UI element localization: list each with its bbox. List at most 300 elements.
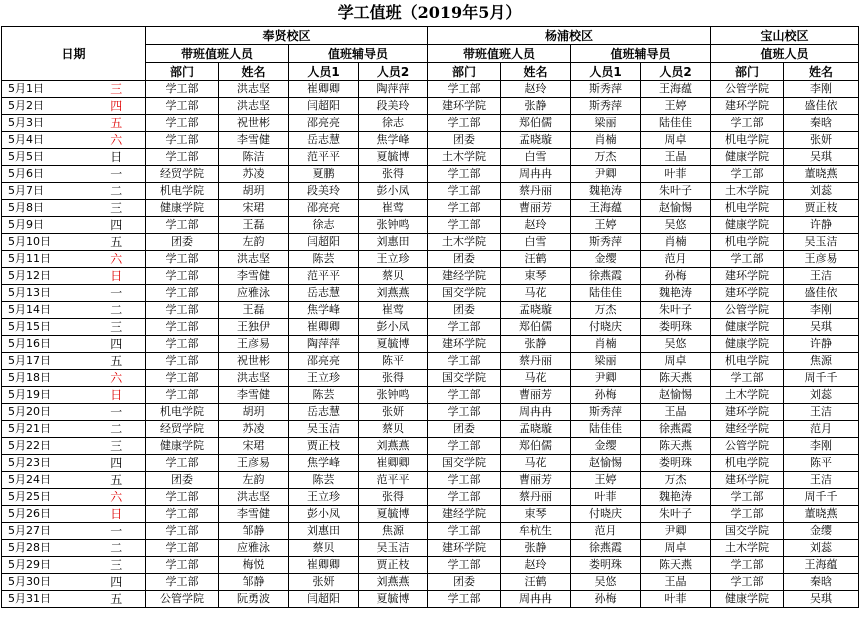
fx-person1-cell: 吴玉洁 <box>289 421 359 438</box>
fx-person1-cell: 王立珍 <box>289 489 359 506</box>
table-row <box>2 81 859 98</box>
weekday-cell: 四 <box>88 98 146 115</box>
yp-dept-cell: 学工部 <box>428 200 501 217</box>
fx-dept-cell: 学工部 <box>146 115 219 132</box>
yp-person2-cell: 魏艳涛 <box>641 489 711 506</box>
bs-name-cell: 周千千 <box>784 489 859 506</box>
weekday-cell: 三 <box>88 438 146 455</box>
weekday-cell: 六 <box>88 370 146 387</box>
fx-person2-cell: 蔡贝 <box>359 268 428 285</box>
weekday-cell: 四 <box>88 336 146 353</box>
fx-person2-cell: 崔莺 <box>359 200 428 217</box>
fx-dept-cell: 学工部 <box>146 319 219 336</box>
bs-name-cell: 周千千 <box>784 370 859 387</box>
fx-dept-cell: 健康学院 <box>146 200 219 217</box>
yp-person2-cell: 周卓 <box>641 540 711 557</box>
table-row <box>2 540 859 557</box>
fx-dept-cell: 健康学院 <box>146 438 219 455</box>
bs-dept-cell: 学工部 <box>711 251 784 268</box>
fx-dept-cell: 机电学院 <box>146 183 219 200</box>
bs-dept-cell: 机电学院 <box>711 234 784 251</box>
yp-person2-cell: 陆佳佳 <box>641 115 711 132</box>
date-cell: 5月27日 <box>2 523 88 540</box>
fx-person2-cell: 夏毓博 <box>359 506 428 523</box>
table-row <box>2 591 859 608</box>
yp-person1-cell: 叶菲 <box>571 489 641 506</box>
fx-name-cell: 洪志坚 <box>219 489 289 506</box>
yp-name-cell: 蔡丹丽 <box>501 489 571 506</box>
table-row <box>2 132 859 149</box>
yp-dept-cell: 团委 <box>428 302 501 319</box>
yp-name-cell: 束琴 <box>501 268 571 285</box>
fx-person2-cell: 刘惠田 <box>359 234 428 251</box>
fx-person1-cell: 岳志慧 <box>289 132 359 149</box>
yp-dept-cell: 团委 <box>428 251 501 268</box>
fx-name-cell: 邹静 <box>219 574 289 591</box>
bs-name-cell: 盛佳依 <box>784 98 859 115</box>
table-row <box>2 183 859 200</box>
yp-dept-cell: 建环学院 <box>428 336 501 353</box>
weekday-cell: 日 <box>88 387 146 404</box>
fx-person1-cell: 邵亮亮 <box>289 353 359 370</box>
yp-person2-cell: 娄明珠 <box>641 319 711 336</box>
fx-name-cell: 李雪健 <box>219 132 289 149</box>
yp-name-cell: 蔡丹丽 <box>501 183 571 200</box>
bs-dept-cell: 健康学院 <box>711 149 784 166</box>
yp-person2-cell: 魏艳涛 <box>641 285 711 302</box>
yp-person2-cell: 王晶 <box>641 149 711 166</box>
yp-person2-cell: 尹卿 <box>641 523 711 540</box>
yp-dept-cell: 土木学院 <box>428 149 501 166</box>
date-cell: 5月15日 <box>2 319 88 336</box>
fx-person1-cell: 崔卿卿 <box>289 557 359 574</box>
campus-yangpu-header: 杨浦校区 <box>428 27 711 45</box>
yp-person2-cell: 陈天燕 <box>641 557 711 574</box>
bs-dept-cell: 国交学院 <box>711 523 784 540</box>
yp-person1-cell: 王婷 <box>571 217 641 234</box>
fx-person2-cell: 彭小凤 <box>359 319 428 336</box>
fx-name-cell: 洪志坚 <box>219 370 289 387</box>
yp-person1-cell: 徐燕霞 <box>571 268 641 285</box>
yp-dept-cell: 学工部 <box>428 81 501 98</box>
fx-dept-cell: 学工部 <box>146 132 219 149</box>
table-row <box>2 149 859 166</box>
fx-person1-cell: 崔卿卿 <box>289 319 359 336</box>
table-row <box>2 489 859 506</box>
yp-person2-cell: 王晶 <box>641 404 711 421</box>
fx-person1-cell: 焦学峰 <box>289 455 359 472</box>
date-cell: 5月14日 <box>2 302 88 319</box>
yp-person2-cell: 娄明珠 <box>641 455 711 472</box>
fx-person1-cell: 陈芸 <box>289 472 359 489</box>
table-row <box>2 506 859 523</box>
fx-name-cell: 左韵 <box>219 472 289 489</box>
fx-name-cell: 苏凌 <box>219 421 289 438</box>
fx-name-cell: 王彦易 <box>219 336 289 353</box>
yp-person2-cell: 周卓 <box>641 132 711 149</box>
yp-person2-cell: 陈天燕 <box>641 438 711 455</box>
fx-dept-cell: 学工部 <box>146 285 219 302</box>
date-cell: 5月5日 <box>2 149 88 166</box>
bs-name-cell: 李刚 <box>784 438 859 455</box>
weekday-cell: 一 <box>88 166 146 183</box>
yp-person1-cell: 吴悠 <box>571 574 641 591</box>
weekday-cell: 二 <box>88 421 146 438</box>
yp-person1-cell: 孙梅 <box>571 591 641 608</box>
weekday-cell: 二 <box>88 302 146 319</box>
fx-person2-cell: 徐志 <box>359 115 428 132</box>
yp-name-cell: 张静 <box>501 336 571 353</box>
date-cell: 5月17日 <box>2 353 88 370</box>
bs-name-cell: 李刚 <box>784 302 859 319</box>
fx-name-cell: 胡玥 <box>219 404 289 421</box>
yp-dept-cell: 学工部 <box>428 353 501 370</box>
bs-name-cell: 刘蕊 <box>784 387 859 404</box>
date-cell: 5月29日 <box>2 557 88 574</box>
fx-person2-cell: 夏毓博 <box>359 336 428 353</box>
fx-dept-cell: 学工部 <box>146 540 219 557</box>
fx-dept-cell: 学工部 <box>146 574 219 591</box>
yp-person1-cell: 斯秀萍 <box>571 81 641 98</box>
fx-person2-cell: 陶萍萍 <box>359 81 428 98</box>
yp-name-cell: 蔡丹丽 <box>501 353 571 370</box>
fx-name-cell: 阮勇波 <box>219 591 289 608</box>
fx-person2-cell: 崔莺 <box>359 302 428 319</box>
fx-person2-cell: 焦学峰 <box>359 132 428 149</box>
fx-person1-cell: 焦学峰 <box>289 302 359 319</box>
fx-person1-cell: 崔卿卿 <box>289 81 359 98</box>
fx-person2-cell: 张得 <box>359 370 428 387</box>
fx-person2-cell: 王立珍 <box>359 251 428 268</box>
bs-name-cell: 范月 <box>784 421 859 438</box>
fx-name-cell: 李雪健 <box>219 506 289 523</box>
yp-name-cell: 曹丽芳 <box>501 387 571 404</box>
yp-dept-cell: 学工部 <box>428 115 501 132</box>
table-row <box>2 455 859 472</box>
yp-person1-cell: 赵愉惕 <box>571 455 641 472</box>
bs-dept-cell: 机电学院 <box>711 200 784 217</box>
table-row <box>2 336 859 353</box>
table-header <box>2 27 859 81</box>
yp-dept-cell: 学工部 <box>428 387 501 404</box>
bs-dept-cell: 建环学院 <box>711 285 784 302</box>
table-body <box>2 81 859 608</box>
date-cell: 5月9日 <box>2 217 88 234</box>
date-cell: 5月7日 <box>2 183 88 200</box>
table-row <box>2 285 859 302</box>
yp-person2-header: 人员2 <box>641 63 711 81</box>
yp-dept-cell: 建经学院 <box>428 268 501 285</box>
bs-dept-cell: 建环学院 <box>711 98 784 115</box>
fx-dept-cell: 学工部 <box>146 387 219 404</box>
yp-name-cell: 赵玲 <box>501 557 571 574</box>
weekday-cell: 一 <box>88 404 146 421</box>
yp-dept-cell: 学工部 <box>428 472 501 489</box>
yp-person1-cell: 付晓庆 <box>571 506 641 523</box>
yp-person1-cell: 王海蕴 <box>571 200 641 217</box>
fx-person2-cell: 张得 <box>359 489 428 506</box>
yp-name-cell: 郑伯儒 <box>501 115 571 132</box>
yp-name-cell: 赵玲 <box>501 81 571 98</box>
table-row <box>2 217 859 234</box>
fx-dept-cell: 机电学院 <box>146 404 219 421</box>
date-cell: 5月31日 <box>2 591 88 608</box>
date-cell: 5月8日 <box>2 200 88 217</box>
bs-dept-cell: 土木学院 <box>711 183 784 200</box>
fx-person2-cell: 范平平 <box>359 472 428 489</box>
table-row <box>2 268 859 285</box>
bs-name-header: 姓名 <box>784 63 859 81</box>
yp-person2-cell: 王海蕴 <box>641 81 711 98</box>
bs-dept-cell: 土木学院 <box>711 540 784 557</box>
yp-dept-cell: 学工部 <box>428 404 501 421</box>
fx-person2-cell: 刘燕燕 <box>359 438 428 455</box>
table-row <box>2 370 859 387</box>
yp-person2-cell: 范月 <box>641 251 711 268</box>
fx-name-cell: 李雪健 <box>219 387 289 404</box>
fx-name-cell: 宋珺 <box>219 438 289 455</box>
bs-name-cell: 吴琪 <box>784 319 859 336</box>
yp-name-cell: 赵玲 <box>501 217 571 234</box>
fx-name-cell: 苏凌 <box>219 166 289 183</box>
fx-person1-cell: 张妍 <box>289 574 359 591</box>
fx-person1-cell: 段美玲 <box>289 183 359 200</box>
yp-name-cell: 郑伯儒 <box>501 319 571 336</box>
yp-person2-cell: 万杰 <box>641 472 711 489</box>
fx-person2-cell: 彭小凤 <box>359 183 428 200</box>
table-row <box>2 438 859 455</box>
fx-dept-cell: 学工部 <box>146 489 219 506</box>
bs-dept-cell: 建经学院 <box>711 421 784 438</box>
fx-person1-header: 人员1 <box>289 63 359 81</box>
bs-dept-cell: 健康学院 <box>711 319 784 336</box>
weekday-cell: 二 <box>88 540 146 557</box>
yp-person2-cell: 王婷 <box>641 98 711 115</box>
fx-name-cell: 王彦易 <box>219 455 289 472</box>
fx-person1-cell: 彭小凤 <box>289 506 359 523</box>
bs-dept-cell: 机电学院 <box>711 455 784 472</box>
fx-name-cell: 王磊 <box>219 302 289 319</box>
fx-name-cell: 左韵 <box>219 234 289 251</box>
yp-person2-cell: 赵愉惕 <box>641 200 711 217</box>
bs-dept-cell: 学工部 <box>711 166 784 183</box>
fx-dept-cell: 学工部 <box>146 455 219 472</box>
bs-name-cell: 王洁 <box>784 268 859 285</box>
fx-name-cell: 洪志坚 <box>219 251 289 268</box>
bs-name-cell: 秦晗 <box>784 574 859 591</box>
yp-lead-staff-header: 带班值班人员 <box>428 45 571 63</box>
bs-dept-cell: 建环学院 <box>711 268 784 285</box>
weekday-cell: 六 <box>88 489 146 506</box>
bs-dept-cell: 建环学院 <box>711 404 784 421</box>
yp-name-header: 姓名 <box>501 63 571 81</box>
date-cell: 5月28日 <box>2 540 88 557</box>
date-cell: 5月1日 <box>2 81 88 98</box>
yp-dept-cell: 学工部 <box>428 183 501 200</box>
fx-dept-cell: 公管学院 <box>146 591 219 608</box>
bs-name-cell: 陈平 <box>784 455 859 472</box>
date-cell: 5月12日 <box>2 268 88 285</box>
yp-person1-cell: 万杰 <box>571 149 641 166</box>
fx-name-cell: 祝世彬 <box>219 353 289 370</box>
fx-counselors-header: 值班辅导员 <box>289 45 428 63</box>
yp-dept-cell: 团委 <box>428 132 501 149</box>
table-row <box>2 353 859 370</box>
bs-name-cell: 董晓燕 <box>784 506 859 523</box>
fx-person2-cell: 陈平 <box>359 353 428 370</box>
weekday-cell: 五 <box>88 591 146 608</box>
bs-name-cell: 许静 <box>784 217 859 234</box>
bs-dept-cell: 学工部 <box>711 115 784 132</box>
bs-name-cell: 李刚 <box>784 81 859 98</box>
yp-person2-cell: 吴悠 <box>641 217 711 234</box>
weekday-cell: 三 <box>88 81 146 98</box>
yp-person1-cell: 肖楠 <box>571 336 641 353</box>
table-row <box>2 387 859 404</box>
fx-name-cell: 洪志坚 <box>219 98 289 115</box>
fx-person1-cell: 闫超阳 <box>289 98 359 115</box>
fx-person2-cell: 夏毓博 <box>359 149 428 166</box>
fx-dept-cell: 学工部 <box>146 149 219 166</box>
fx-name-cell: 祝世彬 <box>219 115 289 132</box>
yp-dept-cell: 学工部 <box>428 438 501 455</box>
yp-dept-cell: 学工部 <box>428 489 501 506</box>
bs-name-cell: 贾正枝 <box>784 200 859 217</box>
yp-person1-cell: 尹卿 <box>571 166 641 183</box>
fx-person1-cell: 贾正枝 <box>289 438 359 455</box>
yp-dept-cell: 建环学院 <box>428 540 501 557</box>
fx-name-cell: 应雅泳 <box>219 285 289 302</box>
date-cell: 5月3日 <box>2 115 88 132</box>
date-cell: 5月16日 <box>2 336 88 353</box>
yp-person2-cell: 叶菲 <box>641 166 711 183</box>
bs-dept-cell: 公管学院 <box>711 81 784 98</box>
weekday-cell: 四 <box>88 217 146 234</box>
bs-name-cell: 董晓燕 <box>784 166 859 183</box>
yp-dept-cell: 国交学院 <box>428 370 501 387</box>
yp-dept-cell: 学工部 <box>428 557 501 574</box>
table-row <box>2 557 859 574</box>
yp-person2-cell: 朱叶子 <box>641 506 711 523</box>
table-row <box>2 115 859 132</box>
fx-dept-cell: 学工部 <box>146 523 219 540</box>
yp-person2-cell: 肖楠 <box>641 234 711 251</box>
bs-name-cell: 许静 <box>784 336 859 353</box>
fx-dept-cell: 学工部 <box>146 268 219 285</box>
weekday-cell: 一 <box>88 523 146 540</box>
fx-name-cell: 王独伊 <box>219 319 289 336</box>
yp-name-cell: 孟晓璇 <box>501 132 571 149</box>
fx-person1-cell: 陈芸 <box>289 387 359 404</box>
yp-name-cell: 牟杭生 <box>501 523 571 540</box>
date-cell: 5月2日 <box>2 98 88 115</box>
bs-name-cell: 王海蕴 <box>784 557 859 574</box>
fx-person1-cell: 蔡贝 <box>289 540 359 557</box>
yp-person2-cell: 叶菲 <box>641 591 711 608</box>
fx-person2-cell: 吴玉洁 <box>359 540 428 557</box>
yp-dept-cell: 学工部 <box>428 217 501 234</box>
bs-dept-cell: 健康学院 <box>711 336 784 353</box>
yp-person1-cell: 孙梅 <box>571 387 641 404</box>
yp-name-cell: 郑伯儒 <box>501 438 571 455</box>
yp-person1-cell: 陆佳佳 <box>571 421 641 438</box>
yp-dept-cell: 国交学院 <box>428 455 501 472</box>
yp-name-cell: 白雪 <box>501 149 571 166</box>
yp-name-cell: 周冉冉 <box>501 166 571 183</box>
fx-name-cell: 洪志坚 <box>219 81 289 98</box>
yp-name-cell: 汪鹤 <box>501 574 571 591</box>
fx-dept-cell: 学工部 <box>146 506 219 523</box>
date-header: 日期 <box>2 27 146 81</box>
table-row <box>2 574 859 591</box>
yp-dept-cell: 学工部 <box>428 166 501 183</box>
yp-person1-cell: 徐燕霞 <box>571 540 641 557</box>
yp-person1-cell: 付晓庆 <box>571 319 641 336</box>
fx-dept-cell: 学工部 <box>146 81 219 98</box>
date-cell: 5月11日 <box>2 251 88 268</box>
yp-name-cell: 张静 <box>501 98 571 115</box>
yp-person2-cell: 徐燕霞 <box>641 421 711 438</box>
fx-person2-cell: 段美玲 <box>359 98 428 115</box>
weekday-cell: 三 <box>88 200 146 217</box>
fx-person2-cell: 蔡贝 <box>359 421 428 438</box>
yp-dept-header: 部门 <box>428 63 501 81</box>
date-cell: 5月6日 <box>2 166 88 183</box>
yp-person1-cell: 斯秀萍 <box>571 234 641 251</box>
fx-dept-cell: 学工部 <box>146 370 219 387</box>
yp-person1-cell: 肖楠 <box>571 132 641 149</box>
table-row <box>2 523 859 540</box>
yp-name-cell: 曹丽芳 <box>501 472 571 489</box>
yp-name-cell: 白雪 <box>501 234 571 251</box>
table-row <box>2 200 859 217</box>
fx-dept-cell: 经贸学院 <box>146 166 219 183</box>
bs-dept-cell: 健康学院 <box>711 217 784 234</box>
bs-dept-cell: 公管学院 <box>711 302 784 319</box>
weekday-cell: 日 <box>88 149 146 166</box>
bs-name-cell: 吴琪 <box>784 591 859 608</box>
bs-dept-cell: 健康学院 <box>711 591 784 608</box>
bs-dept-cell: 学工部 <box>711 506 784 523</box>
campus-fengxian-header: 奉贤校区 <box>146 27 428 45</box>
yp-dept-cell: 土木学院 <box>428 234 501 251</box>
yp-dept-cell: 团委 <box>428 421 501 438</box>
date-cell: 5月13日 <box>2 285 88 302</box>
yp-counselors-header: 值班辅导员 <box>571 45 711 63</box>
yp-person1-cell: 陆佳佳 <box>571 285 641 302</box>
yp-person2-cell: 朱叶子 <box>641 302 711 319</box>
bs-name-cell: 吴琪 <box>784 149 859 166</box>
table-row <box>2 166 859 183</box>
yp-person1-cell: 金缨 <box>571 251 641 268</box>
fx-dept-cell: 学工部 <box>146 98 219 115</box>
fx-person2-cell: 刘燕燕 <box>359 285 428 302</box>
table-row <box>2 302 859 319</box>
fx-person2-cell: 张妍 <box>359 404 428 421</box>
fx-dept-cell: 学工部 <box>146 251 219 268</box>
yp-dept-cell: 建环学院 <box>428 98 501 115</box>
yp-person1-cell: 魏艳涛 <box>571 183 641 200</box>
yp-person1-header: 人员1 <box>571 63 641 81</box>
table-row <box>2 98 859 115</box>
yp-person1-cell: 娄明珠 <box>571 557 641 574</box>
bs-name-cell: 王洁 <box>784 404 859 421</box>
yp-name-cell: 张静 <box>501 540 571 557</box>
fx-dept-cell: 学工部 <box>146 302 219 319</box>
yp-name-cell: 马花 <box>501 455 571 472</box>
weekday-cell: 六 <box>88 132 146 149</box>
fx-person1-cell: 王立珍 <box>289 370 359 387</box>
